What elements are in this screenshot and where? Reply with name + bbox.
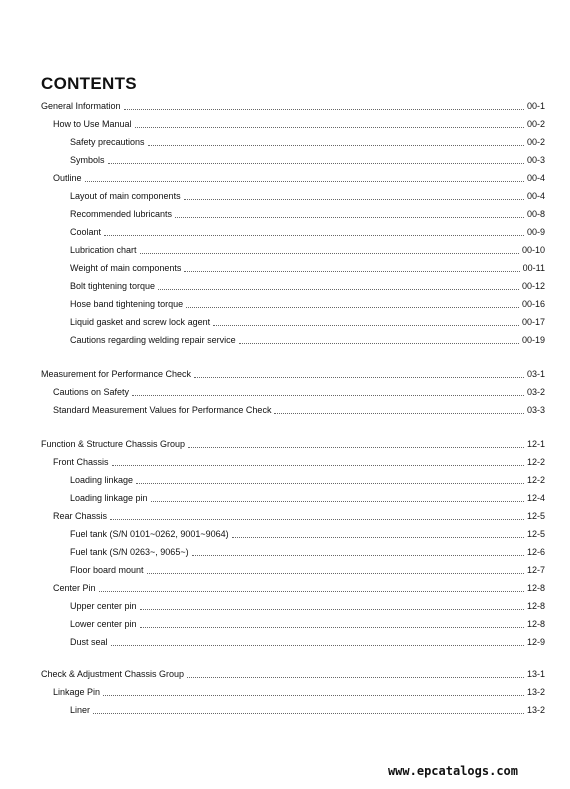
- toc-entry-page: 00-19: [521, 335, 545, 345]
- toc-entry-page: 12-8: [526, 619, 545, 629]
- toc-entry-page: 03-2: [526, 387, 545, 397]
- toc-entry-page: 00-12: [521, 281, 545, 291]
- toc-entry[interactable]: [70, 544, 545, 558]
- dot-leader: [108, 162, 524, 164]
- toc-entry-label: Recommended lubricants: [70, 209, 173, 219]
- dot-leader: [158, 288, 519, 290]
- dot-leader: [140, 626, 524, 628]
- dot-leader: [187, 676, 524, 678]
- toc-entry-page: 12-9: [526, 637, 545, 647]
- toc-entry-page: 13-1: [526, 669, 545, 679]
- toc-entry-page: 00-3: [526, 155, 545, 165]
- toc-entry-label: Liquid gasket and screw lock agent: [70, 317, 211, 327]
- dot-leader: [192, 554, 524, 556]
- toc-entry[interactable]: [41, 666, 545, 680]
- dot-leader: [103, 694, 524, 696]
- toc-entry[interactable]: [41, 366, 545, 380]
- toc-entry-page: 00-4: [526, 173, 545, 183]
- toc-entry[interactable]: [53, 684, 545, 698]
- watermark-url: www.epcatalogs.com: [387, 764, 518, 778]
- toc-entry-label: Front Chassis: [53, 457, 109, 467]
- toc-entry-label: Center Pin: [53, 583, 96, 593]
- toc-entry-page: 00-2: [526, 137, 545, 147]
- toc-entry-label: Layout of main components: [70, 191, 181, 201]
- toc-entry-page: 00-17: [521, 317, 545, 327]
- dot-leader: [85, 180, 524, 182]
- dot-leader: [148, 144, 524, 146]
- toc-entry[interactable]: [70, 206, 545, 220]
- dot-leader: [232, 536, 524, 538]
- toc-entry-label: Weight of main components: [70, 263, 182, 273]
- toc-entry-page: 00-10: [521, 245, 545, 255]
- dot-leader: [184, 198, 524, 200]
- dot-leader: [147, 572, 524, 574]
- toc-entry-label: Lower center pin: [70, 619, 137, 629]
- toc-entry-label: Bolt tightening torque: [70, 281, 156, 291]
- toc-entry-label: Linkage Pin: [53, 687, 101, 697]
- toc-entry[interactable]: [70, 296, 545, 310]
- toc-entry-label: Loading linkage pin: [70, 493, 148, 503]
- toc-entry[interactable]: [70, 134, 545, 148]
- toc-entry-page: 12-2: [526, 475, 545, 485]
- toc-entry-label: Hose band tightening torque: [70, 299, 184, 309]
- toc-entry[interactable]: [70, 634, 545, 648]
- toc-entry-label: How to Use Manual: [53, 119, 132, 129]
- dot-leader: [104, 234, 524, 236]
- toc-entry[interactable]: [53, 454, 545, 468]
- toc-entry-page: 00-11: [522, 263, 545, 273]
- dot-leader: [140, 252, 519, 254]
- toc-entry-page: 12-8: [526, 583, 545, 593]
- toc-entry[interactable]: [41, 98, 545, 112]
- dot-leader: [110, 518, 524, 520]
- toc-entry-label: Function & Structure Chassis Group: [41, 439, 186, 449]
- toc-entry-label: Measurement for Performance Check: [41, 369, 192, 379]
- dot-leader: [213, 324, 519, 326]
- toc-entry-label: Floor board mount: [70, 565, 144, 575]
- dot-leader: [175, 216, 524, 218]
- toc-entry[interactable]: [53, 580, 545, 594]
- toc-entry-page: 00-16: [521, 299, 545, 309]
- toc-entry-label: Outline: [53, 173, 82, 183]
- dot-leader: [239, 342, 519, 344]
- toc-entry[interactable]: [53, 402, 545, 416]
- toc-entry-page: 12-4: [526, 493, 545, 503]
- toc-entry-page: 13-2: [526, 687, 545, 697]
- dot-leader: [151, 500, 524, 502]
- toc-entry[interactable]: [70, 616, 545, 630]
- toc-entry[interactable]: [53, 508, 545, 522]
- toc-entry[interactable]: [70, 598, 545, 612]
- toc-entry[interactable]: [70, 224, 545, 238]
- toc-entry[interactable]: [70, 702, 545, 716]
- toc-entry[interactable]: [41, 436, 545, 450]
- toc-entry[interactable]: [70, 332, 545, 346]
- toc-entry-page: 12-1: [526, 439, 545, 449]
- toc-entry[interactable]: [53, 116, 545, 130]
- toc-entry-page: 12-7: [526, 565, 545, 575]
- toc-entry-label: Lubrication chart: [70, 245, 137, 255]
- toc-entry[interactable]: [70, 314, 545, 328]
- toc-entry[interactable]: [70, 278, 545, 292]
- toc-entry-label: Loading linkage: [70, 475, 134, 485]
- toc-entry[interactable]: [70, 490, 545, 504]
- dot-leader: [136, 482, 524, 484]
- toc-entry[interactable]: [70, 526, 545, 540]
- toc-entry-page: 03-1: [526, 369, 545, 379]
- dot-leader: [111, 644, 524, 646]
- toc-entry-page: 12-6: [526, 547, 545, 557]
- toc-entry[interactable]: [70, 472, 545, 486]
- toc-entry-page: 00-1: [526, 101, 545, 111]
- dot-leader: [135, 126, 524, 128]
- dot-leader: [184, 270, 519, 272]
- toc-entry-label: Rear Chassis: [53, 511, 108, 521]
- toc-entry[interactable]: [70, 188, 545, 202]
- toc-entry-label: Symbols: [70, 155, 105, 165]
- dot-leader: [194, 376, 524, 378]
- dot-leader: [140, 608, 524, 610]
- toc-entry-label: General Information: [41, 101, 121, 111]
- toc-entry-label: Standard Measurement Values for Performance Check: [53, 405, 272, 415]
- toc-entry[interactable]: [70, 152, 545, 166]
- toc-entry-label: Dust seal: [70, 637, 108, 647]
- dot-leader: [112, 464, 524, 466]
- toc-entry-page: 12-8: [526, 601, 545, 611]
- dot-leader: [124, 108, 524, 110]
- toc-entry-page: 13-2: [526, 705, 545, 715]
- toc-entry-label: Cautions regarding welding repair service: [70, 335, 236, 345]
- toc-entry-page: 12-2: [526, 457, 545, 467]
- toc-entry[interactable]: [70, 242, 545, 256]
- toc-entry[interactable]: [70, 562, 545, 576]
- toc-entry-page: 00-2: [526, 119, 545, 129]
- toc-entry-page: 03-3: [526, 405, 545, 415]
- toc-entry-label: Cautions on Safety: [53, 387, 130, 397]
- toc-entry[interactable]: [70, 260, 545, 274]
- toc-entry-label: Liner: [70, 705, 91, 715]
- toc-entry-label: Check & Adjustment Chassis Group: [41, 669, 185, 679]
- dot-leader: [188, 446, 524, 448]
- toc-entry[interactable]: [53, 170, 545, 184]
- toc-entry-label: Fuel tank (S/N 0263~, 9065~): [70, 547, 189, 557]
- dot-leader: [186, 306, 519, 308]
- dot-leader: [93, 712, 524, 714]
- dot-leader: [99, 590, 524, 592]
- toc-entry-page: 12-5: [526, 511, 545, 521]
- dot-leader: [132, 394, 524, 396]
- toc-entry-page: 12-5: [526, 529, 545, 539]
- toc-entry-label: Coolant: [70, 227, 102, 237]
- toc-entry[interactable]: [53, 384, 545, 398]
- dot-leader: [274, 412, 524, 414]
- toc-entry-label: Safety precautions: [70, 137, 145, 147]
- toc-entry-page: 00-8: [526, 209, 545, 219]
- toc-entry-page: 00-9: [526, 227, 545, 237]
- toc-entry-label: Fuel tank (S/N 0101~0262, 9001~9064): [70, 529, 229, 539]
- toc-entry-label: Upper center pin: [70, 601, 137, 611]
- page-title: CONTENTS: [41, 74, 137, 93]
- toc-entry-page: 00-4: [526, 191, 545, 201]
